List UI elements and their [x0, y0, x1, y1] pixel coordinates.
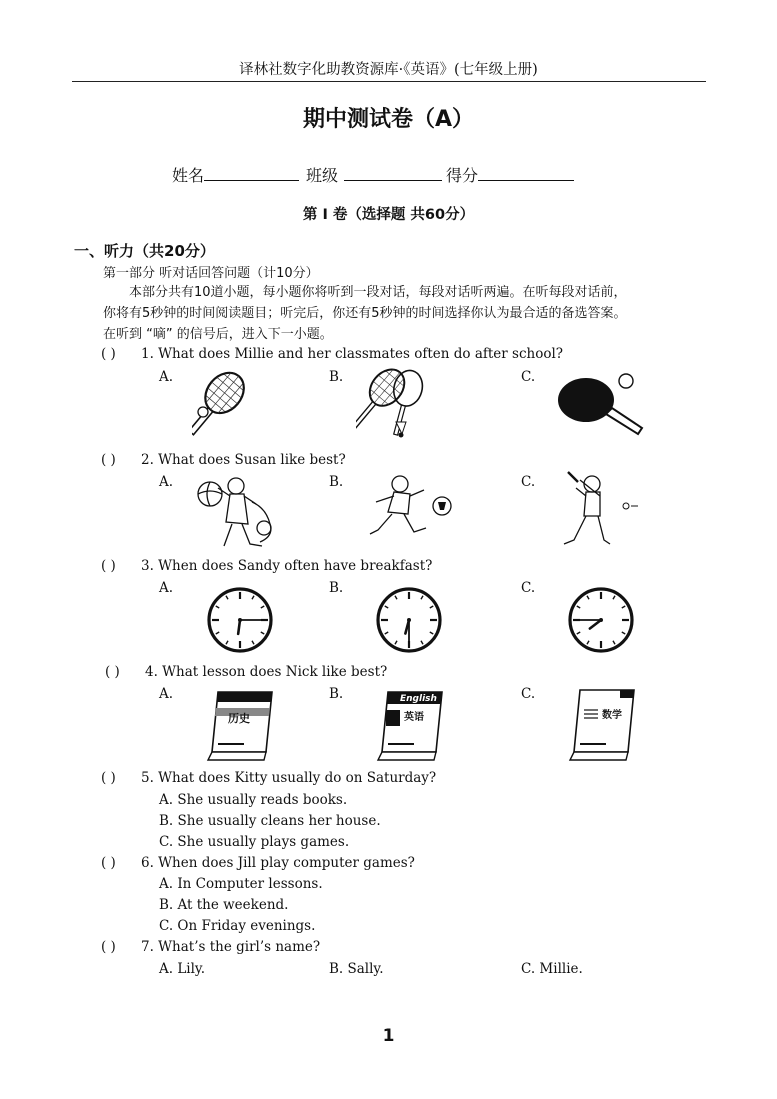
- option-label: A.: [159, 686, 174, 702]
- name-label: 姓名: [172, 166, 205, 185]
- basketball-player-icon: [190, 474, 286, 550]
- answer-bracket[interactable]: ( ): [101, 939, 116, 955]
- answer-bracket[interactable]: ( ): [101, 346, 116, 362]
- page-number: 1: [382, 1026, 395, 1046]
- name-field: [172, 163, 299, 186]
- option-label: A.: [159, 580, 174, 596]
- option-text: B. At the weekend.: [159, 897, 289, 913]
- option-label: C.: [521, 474, 536, 490]
- part-heading: 一、听力（共20分）: [74, 242, 215, 260]
- score-field: [446, 163, 574, 186]
- question-text: 4. What lesson does Nick like best?: [145, 664, 388, 680]
- book-label: 历史: [228, 712, 250, 725]
- option-text: C. She usually plays games.: [159, 834, 350, 850]
- header-rule: [72, 81, 706, 82]
- question-5: [101, 770, 436, 786]
- option-text: A. Lily.: [159, 961, 206, 977]
- book-label: 英语: [404, 712, 424, 723]
- question-2: [101, 452, 346, 468]
- option-label: C.: [521, 580, 536, 596]
- clock-icon: [206, 586, 274, 654]
- ping-pong-paddle-icon: [554, 372, 646, 440]
- option-label: C.: [521, 686, 536, 702]
- question-6: [101, 855, 415, 871]
- option-text: C. Millie.: [521, 961, 583, 977]
- option-label: C.: [521, 369, 536, 385]
- option-label: B.: [329, 686, 344, 702]
- part-subheading: 第一部分 听对话回答问题（计10分）: [103, 266, 319, 281]
- question-text: 6. When does Jill play computer games?: [141, 855, 415, 871]
- answer-bracket[interactable]: ( ): [105, 664, 120, 680]
- page-title: 期中测试卷（A）: [302, 107, 475, 132]
- answer-bracket[interactable]: ( ): [101, 855, 116, 871]
- option-text: C. On Friday evenings.: [159, 918, 316, 934]
- question-4: [105, 664, 387, 680]
- question-text: 1. What does Millie and her classmates often do after school?: [141, 346, 564, 362]
- question-text: 5. What does Kitty usually do on Saturday?: [141, 770, 437, 786]
- question-text: 2. What does Susan like best?: [141, 452, 346, 468]
- question-7: [101, 939, 320, 955]
- class-field: [306, 163, 442, 186]
- book-tab-label: English: [400, 694, 437, 704]
- score-label: 得分: [446, 166, 479, 185]
- option-label: A.: [159, 474, 174, 490]
- score-blank: [478, 165, 574, 181]
- answer-bracket[interactable]: ( ): [101, 558, 116, 574]
- option-label: B.: [329, 580, 344, 596]
- answer-bracket[interactable]: ( ): [101, 452, 116, 468]
- section-title: 第 I 卷（选择题 共60分）: [302, 207, 475, 223]
- english-book-icon: [374, 688, 446, 762]
- badminton-racket-icon: [356, 366, 454, 446]
- clock-icon: [567, 586, 635, 654]
- name-blank: [204, 165, 299, 181]
- question-1: [101, 346, 563, 362]
- football-player-icon: [364, 472, 458, 550]
- question-text: 7. What’s the girl’s name?: [141, 939, 321, 955]
- book-label: 数学: [602, 710, 622, 721]
- option-text: B. Sally.: [329, 961, 384, 977]
- baseball-player-icon: [556, 470, 646, 550]
- option-text: B. She usually cleans her house.: [159, 813, 381, 829]
- history-book-icon: [204, 688, 276, 762]
- option-text: A. She usually reads books.: [159, 792, 348, 808]
- answer-bracket[interactable]: ( ): [101, 770, 116, 786]
- option-label: A.: [159, 369, 174, 385]
- option-label: B.: [329, 474, 344, 490]
- option-text: A. In Computer lessons.: [159, 876, 323, 892]
- clock-icon: [375, 586, 443, 654]
- math-book-icon: [566, 686, 638, 762]
- instruction-line: 你将有5秒钟的时间阅读题目；听完后，你还有5秒钟的时间选择你认为最合适的备选答案。: [103, 306, 627, 321]
- instruction-line: 在听到 “嘀” 的信号后，进入下一小题。: [103, 327, 333, 342]
- option-label: B.: [329, 369, 344, 385]
- tennis-racket-icon: [192, 368, 287, 443]
- class-blank: [344, 165, 442, 181]
- instruction-line: 本部分共有10道小题，每小题你将听到一段对话，每段对话听两遍。在听每段对话前，: [129, 285, 627, 300]
- question-3: [101, 558, 432, 574]
- instructions: [103, 282, 703, 345]
- running-header: 译林社数字化助教资源库·《英语》(七年级上册): [239, 62, 538, 78]
- class-label: 班级: [306, 166, 339, 185]
- question-text: 3. When does Sandy often have breakfast?: [141, 558, 433, 574]
